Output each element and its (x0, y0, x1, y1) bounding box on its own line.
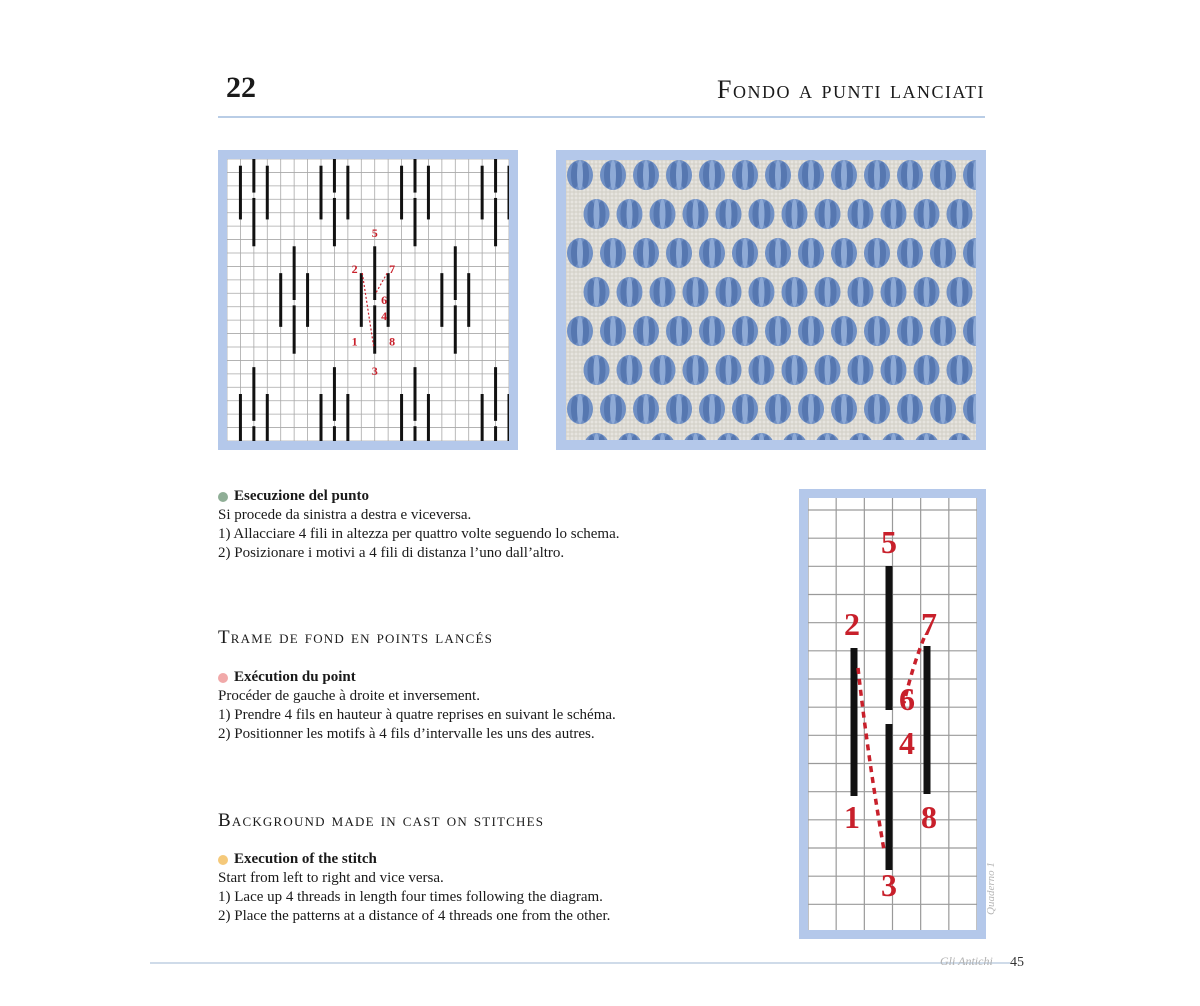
motif-shape (792, 199, 798, 229)
stitch-motif (914, 355, 940, 385)
stitch-motif (567, 316, 593, 346)
grid-lines (227, 159, 509, 441)
stitch-motif (765, 394, 791, 424)
motif-shape (891, 355, 897, 385)
stitch-motif (633, 160, 659, 190)
motif-shape (808, 160, 814, 190)
stitch-motif (947, 277, 973, 307)
stitch-motif (699, 394, 725, 424)
motif-shape (594, 199, 600, 229)
stitch-motif (930, 316, 956, 346)
stitch-step-label: 5 (371, 225, 378, 240)
heading-text: Esecuzione del punto (234, 488, 370, 504)
motif-shape (825, 277, 831, 307)
stitch-motif (881, 199, 907, 229)
zoom-diagram (808, 498, 977, 930)
stitch-step-label: 7 (921, 606, 937, 642)
stitch-motif (881, 277, 907, 307)
stitch-motif (749, 277, 775, 307)
stitch-motif (765, 160, 791, 190)
stitch-motif (732, 394, 758, 424)
motif-shape (742, 160, 748, 190)
section-english (218, 850, 610, 926)
motif-shape (907, 238, 913, 268)
motif-shape (874, 394, 880, 424)
stitch-motif (897, 394, 923, 424)
stitch-motif (699, 160, 725, 190)
stitch-motif (567, 160, 593, 190)
stitch-motif (633, 316, 659, 346)
motif-shape (577, 316, 583, 346)
motif-shape (676, 160, 682, 190)
motif-shape (759, 277, 765, 307)
section-heading-italian (218, 487, 620, 506)
motif-shape (610, 316, 616, 346)
stitch-motif (617, 277, 643, 307)
motif-shape (841, 394, 847, 424)
motif-shape (940, 394, 946, 424)
stitch-motif (864, 394, 890, 424)
stitch-group (854, 566, 927, 870)
motif-shape (924, 277, 930, 307)
stitch-motif (584, 199, 610, 229)
motif-shape (808, 238, 814, 268)
stitch-diagram (227, 159, 509, 441)
stitch-motif (617, 199, 643, 229)
stitch-motif (650, 277, 676, 307)
motif-shape (577, 160, 583, 190)
motif-shape (874, 160, 880, 190)
stitch-motif (815, 199, 841, 229)
thread-path (376, 273, 387, 293)
motif-shape (577, 394, 583, 424)
stitch-motif (831, 160, 857, 190)
motif-shape (808, 316, 814, 346)
motif-shape (709, 316, 715, 346)
motif-shape (660, 199, 666, 229)
stitch-motif (765, 238, 791, 268)
motif-shape (742, 238, 748, 268)
stitch-step-label: 5 (881, 524, 897, 560)
stitch-motif (716, 199, 742, 229)
stitch-motif (683, 277, 709, 307)
heading-text: Exécution du point (234, 669, 356, 685)
motif-shape (907, 316, 913, 346)
footer-label: Gli Antichi (940, 954, 993, 968)
stitch-step-label: 8 (389, 334, 396, 349)
stitch-motif (897, 238, 923, 268)
stitch-motif (947, 199, 973, 229)
stitch-motif (864, 238, 890, 268)
stitch-motif (633, 238, 659, 268)
motif-shape (709, 394, 715, 424)
instruction-line: Start from left to right and vice versa. (218, 870, 444, 886)
motif-shape (940, 160, 946, 190)
motif-shape (858, 355, 864, 385)
motif-shape (726, 199, 732, 229)
stitch-step-label: 1 (844, 799, 860, 835)
stitch-motif (732, 160, 758, 190)
stitch-step-label: 8 (921, 799, 937, 835)
motif-shape (643, 238, 649, 268)
motif-shape (594, 355, 600, 385)
stitch-motif (815, 355, 841, 385)
instruction-line: 2) Place the patterns at a distance of 4 threads one from the other. (218, 908, 611, 924)
fabric-photo (566, 160, 976, 440)
stitch-motif (831, 316, 857, 346)
motif-shape (924, 355, 930, 385)
section-french (218, 668, 616, 744)
motif-shape (792, 355, 798, 385)
stitch-motif (600, 394, 626, 424)
stitch-motif (798, 394, 824, 424)
stitch-motif (897, 316, 923, 346)
motif-shape (627, 355, 633, 385)
motif-shape (709, 238, 715, 268)
motif-shape (841, 316, 847, 346)
stitch-motif (914, 277, 940, 307)
section-heading-french (218, 668, 616, 687)
motif-shape (759, 355, 765, 385)
stitch-motif (864, 160, 890, 190)
stitch-motif (798, 160, 824, 190)
motif-shape (924, 199, 930, 229)
stitch-motif (782, 277, 808, 307)
motif-shape (940, 316, 946, 346)
stitch-motif (930, 394, 956, 424)
motif-shape (643, 160, 649, 190)
stitch-motif (666, 316, 692, 346)
motif-shape (775, 316, 781, 346)
stitch-motif (848, 199, 874, 229)
stitch-motif (765, 316, 791, 346)
motif-shape (775, 394, 781, 424)
stitch-motif (699, 316, 725, 346)
motif-shape (891, 199, 897, 229)
motif-shape (610, 238, 616, 268)
chapter-number: 22 (226, 71, 256, 104)
stitch-step-label: 7 (389, 262, 396, 277)
stitch-step-label: 2 (844, 606, 860, 642)
motif-shape (693, 277, 699, 307)
motif-shape (693, 199, 699, 229)
motif-shape (792, 277, 798, 307)
motif-shape (742, 394, 748, 424)
stitch-motif (782, 199, 808, 229)
motif-shape (907, 394, 913, 424)
thread-path (858, 668, 884, 850)
stitch-motif (666, 238, 692, 268)
motif-shape (957, 277, 963, 307)
motif-shape (660, 355, 666, 385)
stitch-motif (584, 277, 610, 307)
instruction-line: 2) Posizionare i motivi a 4 fili di distanza l’uno dall’altro. (218, 545, 565, 561)
motif-shape (808, 394, 814, 424)
stitch-step-label: 3 (881, 867, 897, 903)
bullet-dot-icon (218, 673, 228, 683)
stitch-motif (897, 160, 923, 190)
motif-shape (660, 277, 666, 307)
motif-shape (676, 316, 682, 346)
thread-path (362, 273, 373, 347)
stitch-motif (666, 394, 692, 424)
instruction-line: 2) Positionner les motifs à 4 fils d’intervalle les uns des autres. (218, 726, 595, 742)
title-divider (218, 116, 985, 118)
stitch-step-label: 6 (899, 681, 915, 717)
stitch-motif (650, 199, 676, 229)
stitch-diagram-frame (218, 150, 518, 450)
stitch-motif (782, 355, 808, 385)
stitch-motif (732, 316, 758, 346)
stitch-motif (567, 238, 593, 268)
motif-shape (775, 160, 781, 190)
motif-shape (874, 238, 880, 268)
page-number: 45 (1010, 955, 1024, 970)
footer-divider (150, 962, 1010, 964)
stitch-motif (600, 238, 626, 268)
stitch-step-label: 6 (381, 293, 388, 307)
instruction-line: 1) Prendre 4 fils en hauteur à quatre reprises en suivant le schéma. (218, 707, 616, 723)
stitch-motif (666, 160, 692, 190)
stitch-motif (848, 355, 874, 385)
motif-shape (858, 199, 864, 229)
bullet-dot-icon (218, 855, 228, 865)
instruction-line: 1) Lace up 4 threads in length four times following the diagram. (218, 889, 603, 905)
motif-shape (841, 238, 847, 268)
stitch-motif (930, 160, 956, 190)
motif-shape (627, 277, 633, 307)
stitch-motif (947, 355, 973, 385)
stitch-motif (600, 316, 626, 346)
motif-shape (610, 394, 616, 424)
motif-shape (726, 277, 732, 307)
stitch-motif (633, 394, 659, 424)
stitch-motif (749, 199, 775, 229)
motif-shape (759, 199, 765, 229)
motif-shape (907, 160, 913, 190)
motif-shape (676, 238, 682, 268)
section-title-english: Background made in cast on stitches (218, 810, 545, 831)
motif-shape (643, 316, 649, 346)
motif-shape (825, 355, 831, 385)
stitch-motif (716, 277, 742, 307)
stitch-motif (699, 238, 725, 268)
motif-shape (742, 316, 748, 346)
stitch-motif (732, 238, 758, 268)
motif-shape (825, 199, 831, 229)
motif-shape (693, 355, 699, 385)
stitch-motif (683, 355, 709, 385)
heading-text: Execution of the stitch (234, 851, 377, 867)
motif-shape (676, 394, 682, 424)
motif-shape (775, 238, 781, 268)
instruction-line: Si procede da sinistra a destra e viceversa. (218, 507, 472, 523)
stitch-motif (600, 160, 626, 190)
motif-shape (858, 277, 864, 307)
stitch-motif (798, 316, 824, 346)
section-title-french: Trame de fond en points lancés (218, 627, 494, 648)
motif-shape (726, 355, 732, 385)
zoom-diagram-frame (799, 489, 986, 939)
stitch-motif (831, 238, 857, 268)
stitch-motif (815, 277, 841, 307)
stitch-motif (584, 355, 610, 385)
motif-shape (577, 238, 583, 268)
stitch-motif (716, 355, 742, 385)
instruction-line: Procéder de gauche à droite et inversement. (218, 688, 480, 704)
stitch-motif (914, 199, 940, 229)
stitch-motif (650, 355, 676, 385)
stitch-motif (749, 355, 775, 385)
motif-shape (610, 160, 616, 190)
motif-shape (891, 277, 897, 307)
motif-shape (594, 277, 600, 307)
stitch-step-label: 3 (371, 364, 378, 379)
stitch-step-label: 4 (899, 725, 915, 761)
side-label: Quaderno 1 (985, 862, 997, 915)
stitch-motif (848, 277, 874, 307)
instruction-line: 1) Allacciare 4 fili in altezza per quattro volte seguendo lo schema. (218, 526, 620, 542)
section-heading-english (218, 850, 610, 869)
stitch-motif (831, 394, 857, 424)
stitch-motif (798, 238, 824, 268)
stitch-motif (683, 199, 709, 229)
fabric-photo-frame (556, 150, 986, 450)
motif-shape (709, 160, 715, 190)
stitch-motif (567, 394, 593, 424)
stitch-motif (864, 316, 890, 346)
stitch-motif (930, 238, 956, 268)
stitch-motif (617, 355, 643, 385)
stitch-step-label: 4 (381, 309, 388, 324)
stitch-step-label: 1 (351, 334, 358, 349)
motif-shape (643, 394, 649, 424)
bullet-dot-icon (218, 492, 228, 502)
section-italian (218, 487, 620, 563)
chapter-title: Fondo a punti lanciati (717, 75, 985, 104)
motif-shape (957, 199, 963, 229)
motif-shape (957, 355, 963, 385)
motif-shape (874, 316, 880, 346)
motif-shape (841, 160, 847, 190)
stitch-motif (881, 355, 907, 385)
motif-shape (940, 238, 946, 268)
motif-shape (627, 199, 633, 229)
stitch-step-label: 2 (351, 262, 358, 277)
